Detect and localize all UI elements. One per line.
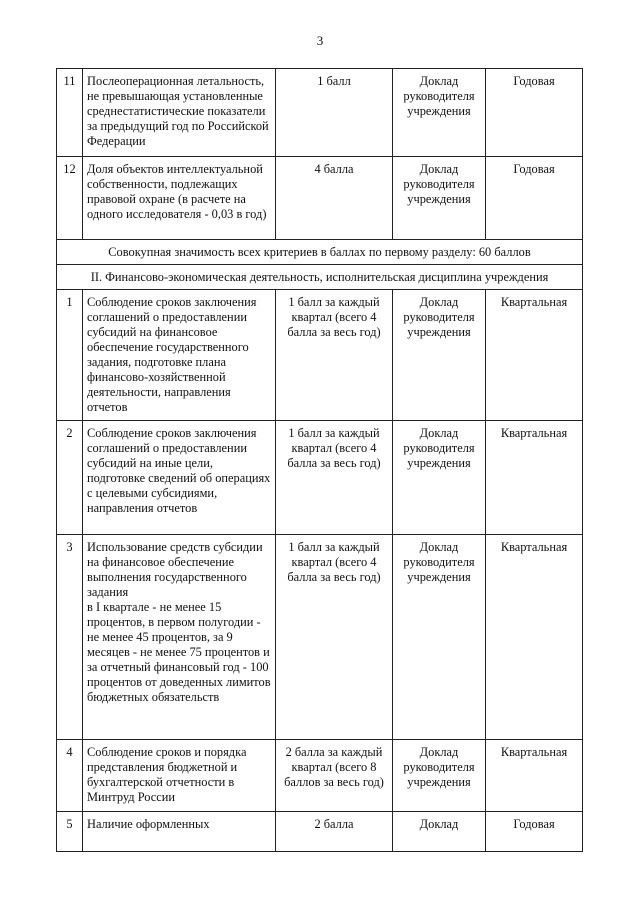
section-total: Совокупная значимость всех критериев в баллах по первому разделу: 60 баллов xyxy=(57,240,583,265)
period-cell: Квартальная xyxy=(486,290,583,421)
source-cell: Доклад руководителя учреждения xyxy=(393,740,486,812)
page-number: 3 xyxy=(316,33,324,48)
source-cell: Доклад руководителя учреждения xyxy=(393,421,486,535)
table-row xyxy=(57,812,583,852)
period-cell: Годовая xyxy=(486,157,583,240)
source-cell: Доклад руководителя учреждения xyxy=(393,157,486,240)
section-title: II. Финансово-экономическая деятельность, исполнительская дисциплина учреждения xyxy=(57,265,583,290)
criterion-cell: Соблюдение сроков заключения соглашений о предоставлении субсидий на иные цели, подготовке сведений об операциях с целевыми субсидиями, направления отчетов xyxy=(83,421,276,535)
criterion-cell: Соблюдение сроков и порядка представления бюджетной и бухгалтерской отчетности в Минтруд России xyxy=(83,740,276,812)
table-row xyxy=(57,290,583,421)
row-number: 11 xyxy=(57,69,83,157)
criterion-cell: Послеоперационная летальность, не превышающая установленные среднестатистические показатели за предыдущий год по Российской Федерации xyxy=(83,69,276,157)
points-cell: 1 балл за каждый квартал (всего 4 балла за весь год) xyxy=(276,421,393,535)
row-number: 12 xyxy=(57,157,83,240)
points-cell: 1 балл за каждый квартал (всего 4 балла за весь год) xyxy=(276,290,393,421)
points-cell: 4 балла xyxy=(276,157,393,240)
source-cell: Доклад руководителя учреждения xyxy=(393,69,486,157)
period-cell: Квартальная xyxy=(486,421,583,535)
period-cell: Годовая xyxy=(486,812,583,852)
period-cell: Квартальная xyxy=(486,535,583,740)
points-cell: 1 балл за каждый квартал (всего 4 балла за весь год) xyxy=(276,535,393,740)
section-header-row xyxy=(57,265,583,290)
period-cell: Годовая xyxy=(486,69,583,157)
table-row xyxy=(57,69,583,157)
row-number: 1 xyxy=(57,290,83,421)
total-row xyxy=(57,240,583,265)
points-cell: 2 балла за каждый квартал (всего 8 баллов за весь год) xyxy=(276,740,393,812)
criterion-cell: Использование средств субсидии на финансовое обеспечение выполнения государственного задания в I квартале - не менее 15 процентов, в первом полугодии - не менее 45 процентов, за 9 месяцев - не менее 75 процентов и за отчетный финансовый год - 100 процентов от доведенных лимитов бюджетных обязательств xyxy=(83,535,276,740)
points-cell: 1 балл xyxy=(276,69,393,157)
row-number: 4 xyxy=(57,740,83,812)
table-row xyxy=(57,421,583,535)
criterion-cell: Доля объектов интеллектуальной собственности, подлежащих правовой охране (в расчете на одного исследователя - 0,03 в год) xyxy=(83,157,276,240)
row-number: 2 xyxy=(57,421,83,535)
table-row xyxy=(57,157,583,240)
source-cell: Доклад руководителя учреждения xyxy=(393,535,486,740)
table-row xyxy=(57,535,583,740)
row-number: 5 xyxy=(57,812,83,852)
table-row xyxy=(57,740,583,812)
points-cell: 2 балла xyxy=(276,812,393,852)
criteria-table xyxy=(56,68,583,852)
source-cell: Доклад руководителя учреждения xyxy=(393,290,486,421)
period-cell: Квартальная xyxy=(486,740,583,812)
criterion-cell: Соблюдение сроков заключения соглашений о предоставлении субсидий на финансовое обеспечение государственного задания, подготовке плана финансово-хозяйственной деятельности, направления отчетов xyxy=(83,290,276,421)
criterion-cell: Наличие оформленных xyxy=(83,812,276,852)
source-cell: Доклад xyxy=(393,812,486,852)
row-number: 3 xyxy=(57,535,83,740)
